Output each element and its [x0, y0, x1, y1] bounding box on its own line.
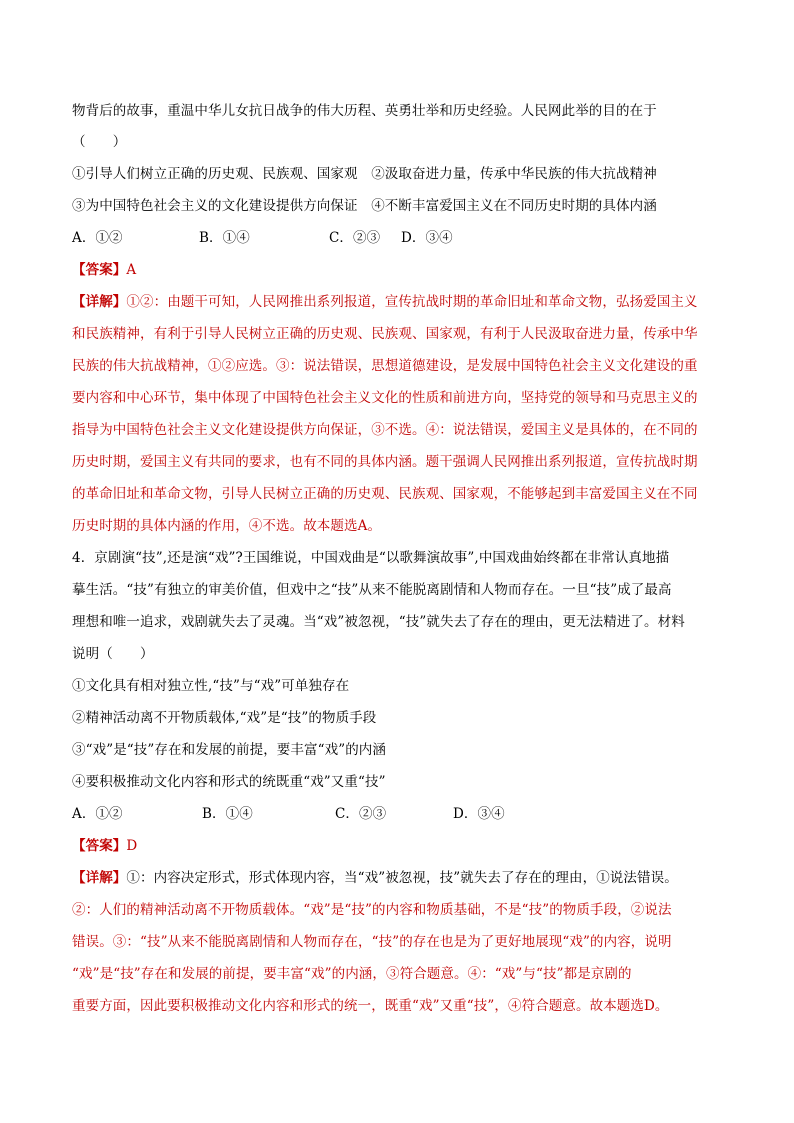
q3-stem-line-1: 物背后的故事，重温中华儿女抗日战争的伟大历程、英勇壮举和历史经验。人民网此举的目的在于 — [72, 103, 657, 119]
q3-answer — [72, 260, 136, 280]
q4-options — [72, 804, 505, 824]
q3-detail-text: ①②：由题干可知，人民网推出系列报道，宣传抗战时期的革命旧址和革命文物，弘扬爱国主义 — [126, 294, 698, 310]
q3-option-a: A．①② — [72, 230, 123, 246]
q4-option-a: A．①② — [72, 806, 123, 822]
q3-detail-line-6: 历史时期，爱国主义有共同的要求，也有不同的具体内涵。题干强调人民网推出系列报道，宣传抗战时期 — [72, 454, 698, 470]
q4-detail-label: 【详解】 — [72, 870, 127, 886]
q3-detail-label: 【详解】 — [72, 294, 127, 310]
q4-statement-3: ③“戏”是“技”存在和发展的前提，要丰富“戏”的内涵 — [72, 742, 387, 758]
q3-option-b: B．①④ — [199, 230, 250, 246]
q4-detail-line-4: “戏”是“技”存在和发展的前提，要丰富“戏”的内涵，③符合题意。④：“戏”与“技”都是京剧的 — [72, 966, 632, 982]
q3-option-d: D．③④ — [401, 230, 453, 246]
q3-statements-line-1: ①引导人们树立正确的历史观、民族观、国家观 ②汲取奋进力量，传承中华民族的伟大抗战精神 — [72, 166, 657, 182]
q4-answer-value: D — [126, 838, 138, 854]
q4-statement-4: ④要积极推动文化内容和形式的统既重“戏”又重“技” — [72, 774, 386, 790]
q4-option-b: B．①④ — [202, 806, 253, 822]
q4-stem-line-2: 摹生活。“技”有独立的审美价值，但戏中之“技”从来不能脱离剧情和人物而存在。一旦“技”成了最高 — [72, 582, 672, 598]
q4-stem-line-4: 说明（ ） — [72, 646, 154, 662]
q3-answer-value: A — [126, 262, 137, 278]
q4-answer-label: 【答案】 — [72, 838, 127, 854]
q4-stem-line-3: 理想和唯一追求，戏剧就失去了灵魂。当“戏”被忽视，“技”就失去了存在的理由，更无法精进了。材料 — [72, 614, 685, 630]
q3-detail-line-1 — [72, 292, 698, 312]
q4-detail-line-5: 重要方面，因此要积极推动文化内容和形式的统一，既重“戏”又重“技”，④符合题意。故本题选D。 — [72, 998, 669, 1014]
q4-detail-line-1 — [72, 868, 678, 888]
q3-statements-line-2: ③为中国特色社会主义的文化建设提供方向保证 ④不断丰富爱国主义在不同历史时期的具体内涵 — [72, 198, 657, 214]
q3-detail-line-4: 要内容和中心环节，集中体现了中国特色社会主义文化的性质和前进方向，坚持党的领导和马克思主义的 — [72, 390, 698, 406]
q3-answer-label: 【答案】 — [72, 262, 127, 278]
q4-statement-1: ①文化具有相对独立性,“技”与“戏”可单独存在 — [72, 678, 350, 694]
q3-detail-line-5: 指导为中国特色社会主义文化建设提供方向保证，③不选。④：说法错误，爱国主义是具体的，在不同的 — [72, 422, 698, 438]
q3-detail-line-3: 民族的伟大抗战精神，①②应选。③：说法错误，思想道德建设，是发展中国特色社会主义文化建设的重 — [72, 358, 698, 374]
q4-option-d: D．③④ — [453, 806, 505, 822]
q4-detail-text: ①：内容决定形式，形式体现内容，当“戏”被忽视，技”就失去了存在的理由，①说法错误。 — [126, 870, 678, 886]
q4-option-c: C．②③ — [335, 806, 387, 822]
q3-detail-line-7: 的革命旧址和革命文物，引导人民树立正确的历史观、民族观、国家观，不能够起到丰富爱国主义在不同 — [72, 486, 698, 502]
q4-detail-line-2: ②：人们的精神活动离不开物质载体。“戏”是“技”的内容和物质基础，不是“技”的物质手段，②说法 — [72, 902, 672, 918]
q4-statement-2: ②精神活动离不开物质载体,“戏”是“技”的物质手段 — [72, 710, 377, 726]
q3-options — [72, 228, 453, 248]
q4-answer — [72, 836, 137, 856]
q4-detail-line-3: 错误。③：“技”从来不能脱离剧情和人物而存在，“技”的存在也是为了更好地展现“戏”的内容，说明 — [72, 934, 672, 950]
q3-detail-line-8: 历史时期的具体内涵的作用，④不选。故本题选A。 — [72, 518, 382, 534]
q3-option-c: C．②③ — [329, 230, 381, 246]
q3-stem-line-2: （ ） — [72, 134, 127, 150]
q3-detail-line-2: 和民族精神，有利于引导人民树立正确的历史观、民族观、国家观，有利于人民汲取奋进力量，传承中华 — [72, 326, 698, 342]
q4-stem-line-1: 4．京剧演“技”,还是演“戏”?王国维说，中国戏曲是“以歌舞演故事”,中国戏曲始终都在非常认真地描 — [72, 550, 670, 566]
